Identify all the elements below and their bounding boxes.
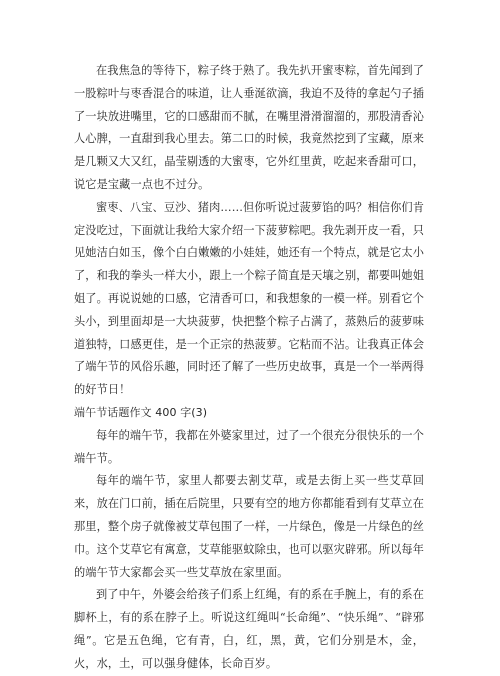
paragraph-pineapple-zongzi: 蜜枣、八宝、豆沙、猪肉……但你听说过菠萝馅的吗？相信你们肯定没吃过，下面就让我给大家介绍一下菠萝粽吧。我先剥开皮一看，只见她洁白如玉，像个白白嫩嫩的小娃娃，她还有一个特点，就是它太小了，和我的拳头一样大小，跟上一个粽子简直是天壤之别，都要叫她姐姐了。再说说她的口感，它清香可口，和我想象的一模一样。别看它个头小，到里面却是一大块菠萝，快把整个粽子占满了，蒸熟后的菠萝味道独特，口感更佳，是一个正宗的热菠萝。它粘而不沾。让我真正体会了端午节的风俗乐趣，同时还了解了一些历史故事，真是一个一举两得的好节日！ bbox=[74, 200, 424, 397]
paragraph-red-string: 到了中午，外婆会给孩子们系上红绳，有的系在手腕上，有的系在脚杯上，有的系在脖子上。听说这红绳叫“长命绳”、“快乐绳”、“辟邪绳”。它是五色绳，它有青，白，红，黑，黄，它们分别是木，金，火，水，土，可以强身健体，长命百岁。 bbox=[74, 588, 424, 670]
article-body bbox=[74, 60, 424, 676]
paragraph-grandma-house: 每年的端午节，我都在外婆家里过，过了一个很充分很快乐的一个端午节。 bbox=[74, 428, 424, 465]
paragraph-eating-zongzi: 在我焦急的等待下，粽子终于熟了。我先扒开蜜枣粽，首先闻到了一股粽叶与枣香混合的味道，让人垂涎欲滴，我迫不及待的拿起勺子插了一块放进嘴里，它的口感甜而不腻，在嘴里滑滑溜溜的，那股清香沁人心脾，一直甜到我心里去。第二口的时候，我竟然挖到了宝藏，原来是几颗又大又红，晶莹剔透的大蜜枣，它外红里黄，吃起来香甜可口，说它是宝藏一点也不过分。 bbox=[74, 64, 424, 191]
paragraph-mugwort: 每年的端午节，家里人都要去割艾草，或是去街上买一些艾草回来，放在门口前，插在后院里，只要有空的地方你都能看到有艾草立在那里，整个房子就像被艾草包围了一样，一片绿色，像是一片绿色的丝巾。这个艾草它有寓意，艾草能驱蚊除虫，也可以驱灾辟邪。所以每年的端午节大家都会买一些艾草放在家里面。 bbox=[74, 474, 424, 579]
essay-heading: 端午节话题作文 400 字(3) bbox=[74, 405, 208, 419]
